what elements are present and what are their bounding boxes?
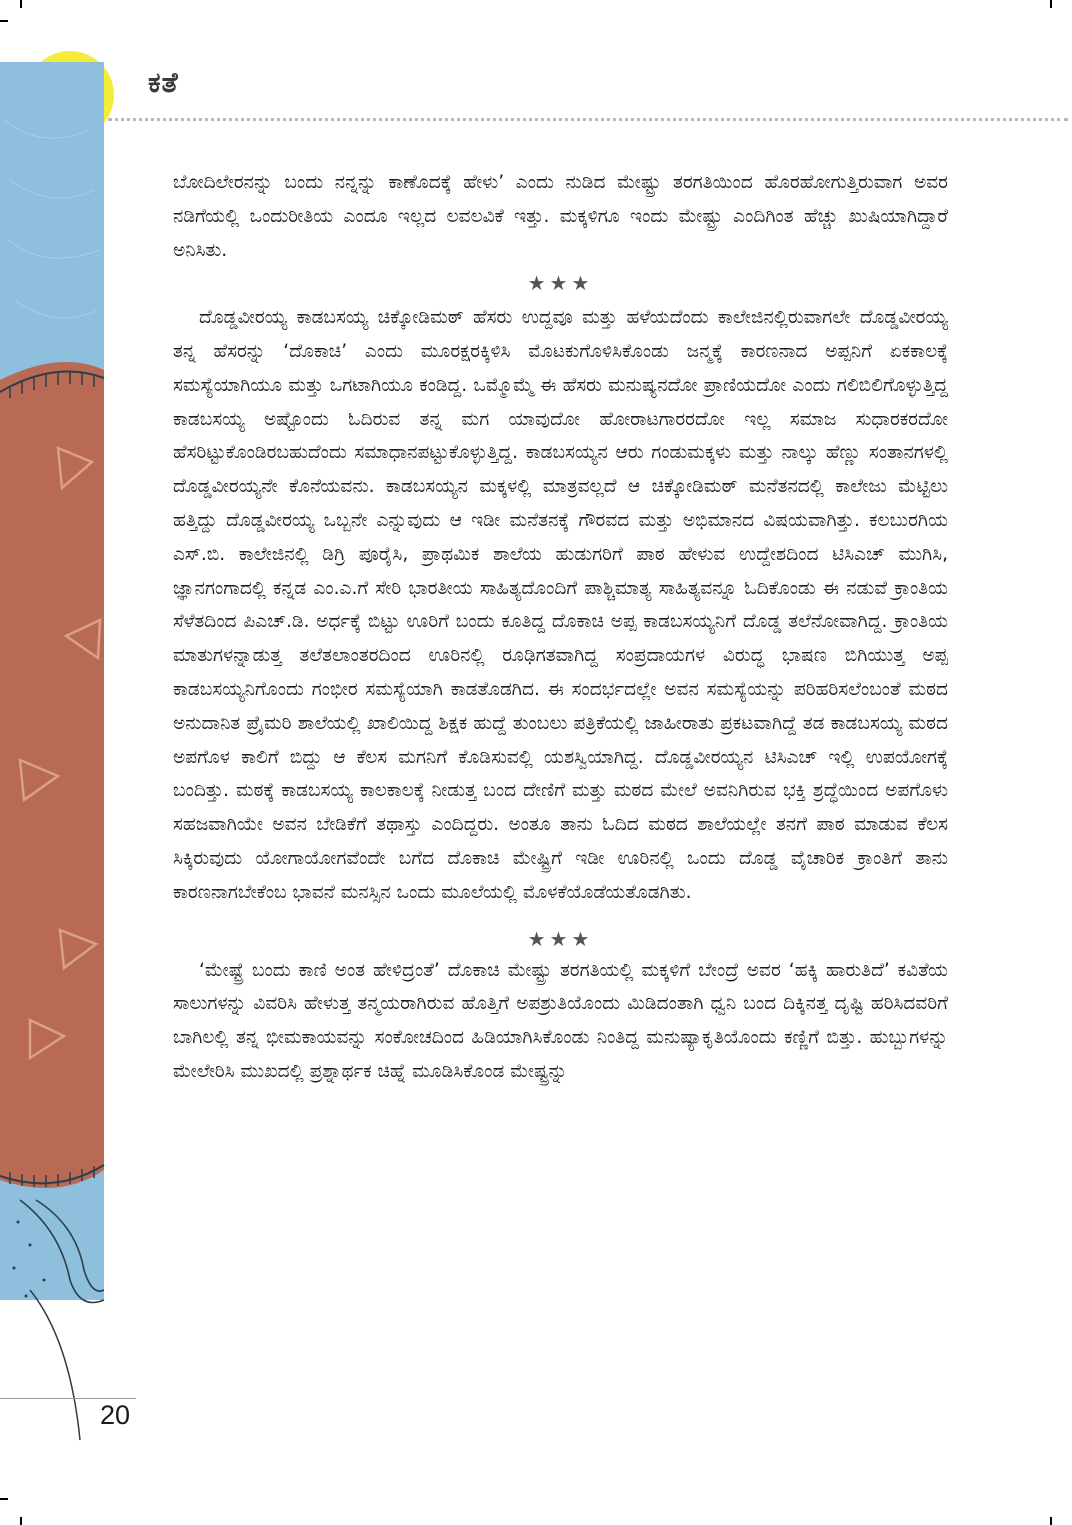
section-separator: ★★★: [527, 926, 594, 951]
crop-mark: [1050, 1517, 1052, 1525]
section-separator: ★★★: [527, 271, 594, 296]
story-body: [173, 166, 948, 1089]
sidebar-decoration: [0, 0, 140, 1525]
paragraph: ದೊಡ್ಡವೀರಯ್ಯ ಕಾಡಬಸಯ್ಯ ಚಿಕ್ಕೋಡಿಮಠ್ ಹೆಸರು ಉದ್ದವೂ ಮತ್ತು ಹಳೆಯದೆಂದು ಕಾಲೇಜಿನಲ್ಲಿರುವಾಗಲೇ ದೊಡ್ಡವೀರಯ್ಯ ತನ್ನ ಹೆಸರನ್ನು ‘ದೊಕಾಚಿ’ ಎಂದು ಮೂರಕ್ಷರಕ್ಕಿಳಿಸಿ ಮೊಟಕುಗೊಳಿಸಿಕೊಂಡು ಜನ್ಮಕ್ಕೆ ಕಾರಣನಾದ ಅಪ್ಪನಿಗೆ ಏಕಕಾಲಕ್ಕೆ ಸಮಸ್ಯೆಯಾಗಿಯೂ ಮತ್ತು ಒಗಟಾಗಿಯೂ ಕಂಡಿದ್ದ. ಒಮ್ಮೊಮ್ಮೆ ಈ ಹೆಸರು ಮನುಷ್ಯನದೋ ಪ್ರಾಣಿಯದೋ ಎಂದು ಗಲಿಬಿಲಿಗೊಳ್ಳುತ್ತಿದ್ದ ಕಾಡಬಸಯ್ಯ ಅಷ್ಟೊಂದು ಓದಿರುವ ತನ್ನ ಮಗ ಯಾವುದೋ ಹೋರಾಟಗಾರರದೋ ಇಲ್ಲ ಸಮಾಜ ಸುಧಾರಕರದೋ ಹೆಸರಿಟ್ಟುಕೊಂಡಿರಬಹುದೆಂದು ಸಮಾಧಾನಪಟ್ಟುಕೊಳ್ಳುತ್ತಿದ್ದ. ಕಾಡಬಸಯ್ಯನ ಆರು ಗಂಡುಮಕ್ಕಳು ಮತ್ತು ನಾಲ್ಕು ಹೆಣ್ಣು ಸಂತಾನಗಳಲ್ಲಿ ದೊಡ್ಡವೀರಯ್ಯನೇ ಕೊನೆಯವನು. ಕಾಡಬಸಯ್ಯನ ಮಕ್ಕಳಲ್ಲಿ ಮಾತ್ರವಲ್ಲದೆ ಆ ಚಿಕ್ಕೋಡಿಮಠ್ ಮನೆತನದಲ್ಲಿ ಕಾಲೇಜು ಮೆಟ್ಟಿಲು ಹತ್ತಿದ್ದು ದೊಡ್ಡವೀರಯ್ಯ ಒಬ್ಬನೇ ಎನ್ನುವುದು ಆ ಇಡೀ ಮನೆತನಕ್ಕೆ ಗೌರವದ ಮತ್ತು ಅಭಿಮಾನದ ವಿಷಯವಾಗಿತ್ತು. ಕಲಬುರಗಿಯ ಎಸ್.ಬಿ. ಕಾಲೇಜಿನಲ್ಲಿ ಡಿಗ್ರಿ ಪೂರೈಸಿ, ಪ್ರಾಥಮಿಕ ಶಾಲೆಯ ಹುಡುಗರಿಗೆ ಪಾಠ ಹೇಳುವ ಉದ್ದೇಶದಿಂದ ಟಿಸಿಎಚ್ ಮುಗಿಸಿ, ಜ್ಞಾನಗಂಗಾದಲ್ಲಿ ಕನ್ನಡ ಎಂ.ಎ.ಗೆ ಸೇರಿ ಭಾರತೀಯ ಸಾಹಿತ್ಯದೊಂದಿಗೆ ಪಾಶ್ಚಿಮಾತ್ಯ ಸಾಹಿತ್ಯವನ್ನೂ ಓದಿಕೊಂಡು ಈ ನಡುವೆ ಕ್ರಾಂತಿಯ ಸೆಳೆತದಿಂದ ಪಿಎಚ್.ಡಿ. ಅರ್ಧಕ್ಕೆ ಬಿಟ್ಟು ಊರಿಗೆ ಬಂದು ಕೂತಿದ್ದ ದೊಕಾಚಿ ಅಪ್ಪ ಕಾಡಬಸಯ್ಯನಿಗೆ ದೊಡ್ಡ ತಲೆನೋವಾಗಿದ್ದ. ಕ್ರಾಂತಿಯ ಮಾತುಗಳನ್ನಾಡುತ್ತ ತಲೆತಲಾಂತರದಿಂದ ಊರಿನಲ್ಲಿ ರೂಢಿಗತವಾಗಿದ್ದ ಸಂಪ್ರದಾಯಗಳ ವಿರುದ್ಧ ಭಾಷಣ ಬಿಗಿಯುತ್ತ ಅಪ್ಪ ಕಾಡಬಸಯ್ಯನಿಗೊಂದು ಗಂಭೀರ ಸಮಸ್ಯೆಯಾಗಿ ಕಾಡತೊಡಗಿದ. ಈ ಸಂದರ್ಭದಲ್ಲೇ ಅವನ ಸಮಸ್ಯೆಯನ್ನು ಪರಿಹರಿಸಲೆಂಬಂತೆ ಮಠದ ಅನುದಾನಿತ ಪ್ರೈಮರಿ ಶಾಲೆಯಲ್ಲಿ ಖಾಲಿಯಿದ್ದ ಶಿಕ್ಷಕ ಹುದ್ದೆ ತುಂಬಲು ಪತ್ರಿಕೆಯಲ್ಲಿ ಜಾಹೀರಾತು ಪ್ರಕಟವಾಗಿದ್ದೆ ತಡ ಕಾಡಬಸಯ್ಯ ಮಠದ ಅಪಗೊಳ ಕಾಲಿಗೆ ಬಿದ್ದು ಆ ಕೆಲಸ ಮಗನಿಗೆ ಕೊಡಿಸುವಲ್ಲಿ ಯಶಸ್ವಿಯಾಗಿದ್ದ. ದೊಡ್ಡವೀರಯ್ಯನ ಟಿಸಿಎಚ್ ಇಲ್ಲಿ ಉಪಯೋಗಕ್ಕೆ ಬಂದಿತ್ತು. ಮಠಕ್ಕೆ ಕಾಡಬಸಯ್ಯ ಕಾಲಕಾಲಕ್ಕೆ ನೀಡುತ್ತ ಬಂದ ದೇಣಿಗೆ ಮತ್ತು ಮಠದ ಮೇಲೆ ಅವನಿಗಿರುವ ಭಕ್ತಿ ಶ್ರದ್ಧೆಯಿಂದ ಅಪಗೊಳು ಸಹಜವಾಗಿಯೇ ಅವನ ಬೇಡಿಕೆಗೆ ತಥಾಸ್ತು ಎಂದಿದ್ದರು. ಅಂತೂ ತಾನು ಓದಿದ ಮಠದ ಶಾಲೆಯಲ್ಲೇ ತನಗೆ ಪಾಠ ಮಾಡುವ ಕೆಲಸ ಸಿಕ್ಕಿರುವುದು ಯೋಗಾಯೋಗವೆಂದೇ ಬಗೆದ ದೊಕಾಚಿ ಮೇಷ್ಟ್ರಿಗೆ ಇಡೀ ಊರಿನಲ್ಲಿ ಒಂದು ದೊಡ್ಡ ವೈಚಾರಿಕ ಕ್ರಾಂತಿಗೆ ತಾನು ಕಾರಣನಾಗಬೇಕೆಂಬ ಭಾವನೆ ಮನಸ್ಸಿನ ಒಂದು ಮೂಲೆಯಲ್ಲಿ ಮೊಳಕೆಯೊಡೆಯತೊಡಗಿತು.: [173, 307, 948, 903]
paragraph: ಬೋದಿಲೇರನನ್ನು ಬಂದು ನನ್ನನ್ನು ಕಾಣೊದಕ್ಕೆ ಹೇಳು’ ಎಂದು ನುಡಿದ ಮೇಷ್ಟ್ರು ತರಗತಿಯಿಂದ ಹೊರಹೋಗುತ್ತಿರುವಾಗ ಅವರ ನಡಿಗೆಯಲ್ಲಿ ಒಂದುರೀತಿಯ ಎಂದೂ ಇಲ್ಲದ ಲವಲವಿಕೆ ಇತ್ತು. ಮಕ್ಕಳಿಗೂ ಇಂದು ಮೇಷ್ಟ್ರು ಎಂದಿಗಿಂತ ಹೆಚ್ಚು ಖುಷಿಯಾಗಿದ್ದಾರೆ ಅನಿಸಿತು.: [173, 172, 948, 261]
paragraph: ‘ಮೇಷ್ಟ್ರೆ ಬಂದು ಕಾಣಿ ಅಂತ ಹೇಳಿದ್ರಂತೆ’ ದೊಕಾಚಿ ಮೇಷ್ಟ್ರು ತರಗತಿಯಲ್ಲಿ ಮಕ್ಕಳಿಗೆ ಬೇಂದ್ರೆ ಅವರ ‘ಹಕ್ಕಿ ಹಾರುತಿದೆ’ ಕವಿತೆಯ ಸಾಲುಗಳನ್ನು ವಿವರಿಸಿ ಹೇಳುತ್ತ ತನ್ಮಯರಾಗಿರುವ ಹೊತ್ತಿಗೆ ಅಪಶ್ರುತಿಯೊಂದು ಮಿಡಿದಂತಾಗಿ ಧ್ವನಿ ಬಂದ ದಿಕ್ಕಿನತ್ತ ದೃಷ್ಟಿ ಹರಿಸಿದವರಿಗೆ ಬಾಗಿಲಲ್ಲಿ ತನ್ನ ಭೀಮಕಾಯವನ್ನು ಸಂಕೋಚದಿಂದ ಹಿಡಿಯಾಗಿಸಿಕೊಂಡು ನಿಂತಿದ್ದ ಮನುಷ್ಯಾಕೃತಿಯೊಂದು ಕಣ್ಣಿಗೆ ಬಿತ್ತು. ಹುಬ್ಬುಗಳನ್ನು ಮೇಲೇರಿಸಿ ಮುಖದಲ್ಲಿ ಪ್ರಶ್ನಾರ್ಥಕ ಚಿಹ್ನೆ ಮೂಡಿಸಿಕೊಂಡ ಮೇಷ್ಟ್ರನ್ನು: [173, 959, 948, 1082]
footer-divider: [0, 1398, 136, 1399]
crop-mark: [1050, 0, 1052, 8]
header-divider: [108, 118, 1068, 121]
page-number: 20: [100, 1400, 131, 1430]
section-title: ಕತೆ: [148, 66, 179, 99]
